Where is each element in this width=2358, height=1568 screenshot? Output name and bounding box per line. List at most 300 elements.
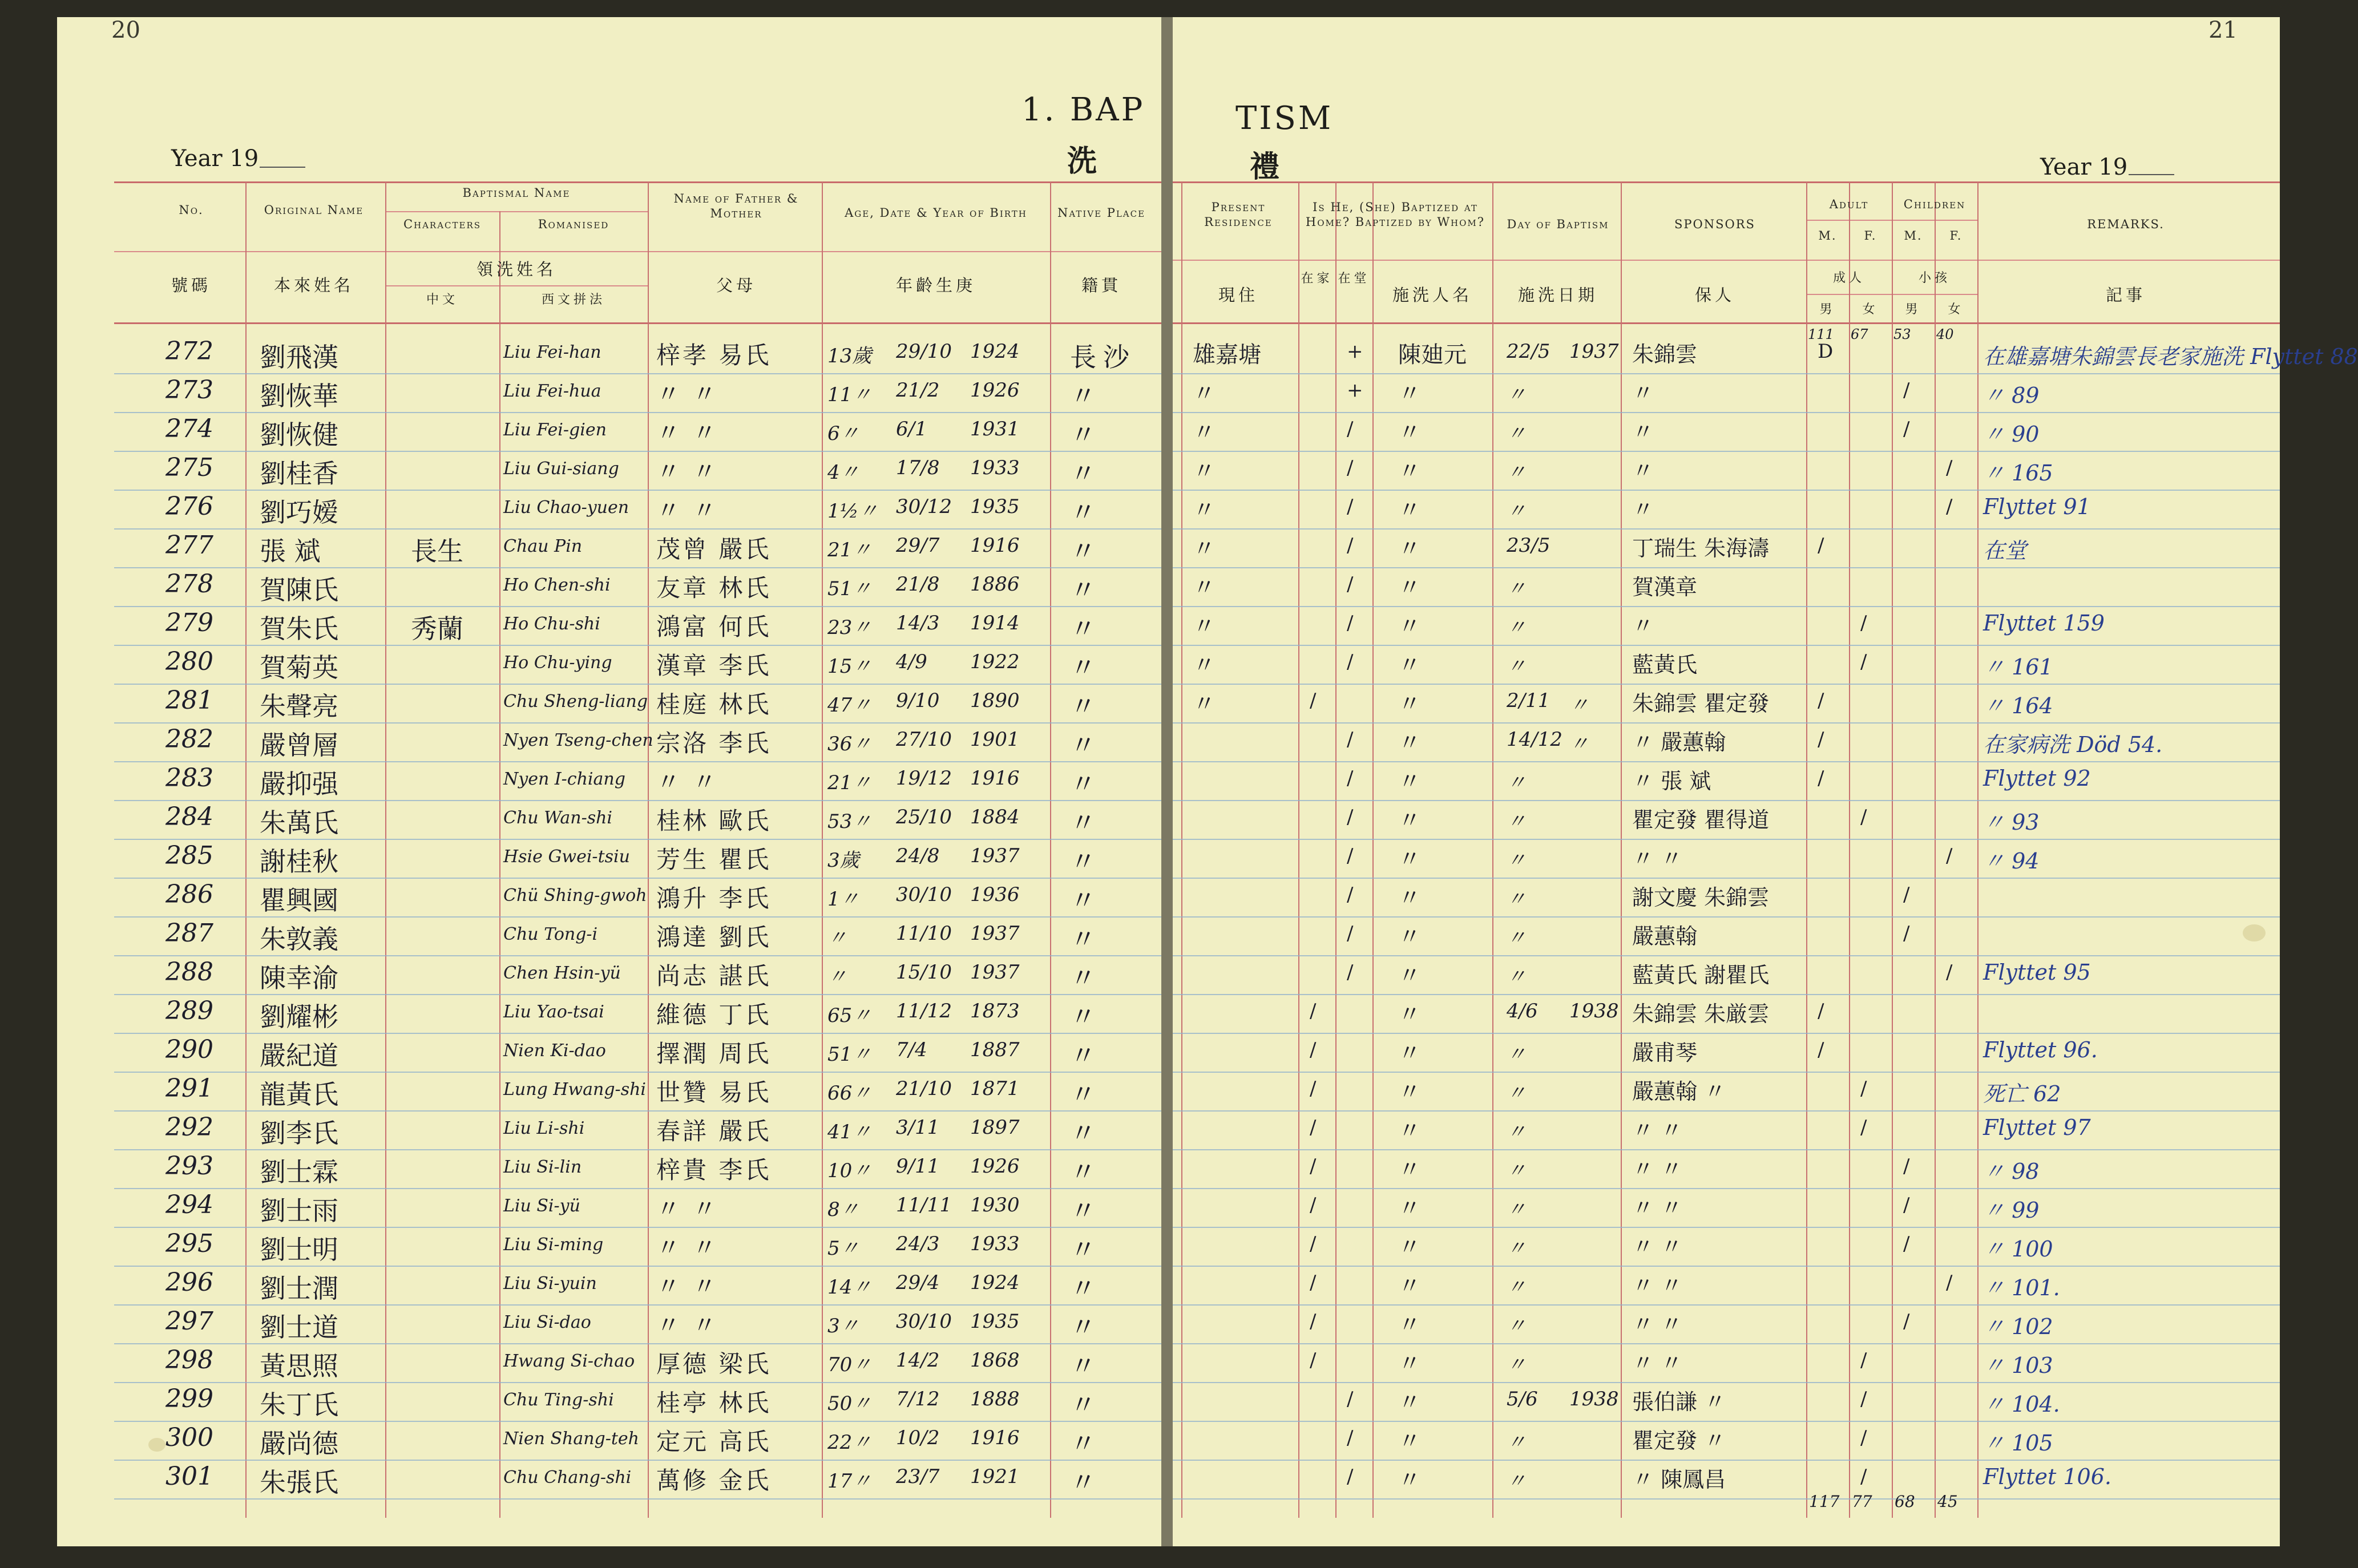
running-total-adult-male: 111 xyxy=(1808,326,1834,342)
native-place: 〃 xyxy=(1070,924,1103,955)
parents-names: 桂林 歐氏 xyxy=(656,807,772,835)
original-name: 陳幸渝 xyxy=(260,963,338,993)
row-rule xyxy=(1173,684,2280,685)
native-place: 〃 xyxy=(1070,1351,1103,1381)
child-male-mark: / xyxy=(1903,922,1910,945)
baptism-day: 〃 xyxy=(1507,849,1526,872)
parents-names: 芳生 瞿氏 xyxy=(656,846,772,874)
baptism-day: 14/12 xyxy=(1507,728,1562,751)
baptized-at-home: / xyxy=(1310,1116,1317,1139)
birth-year: 1868 xyxy=(970,1349,1020,1372)
native-place: 〃 xyxy=(1070,807,1103,838)
baptized-by: 〃 xyxy=(1398,1195,1421,1222)
sponsors: 張伯謙 〃 xyxy=(1632,1389,1726,1415)
header-divider xyxy=(385,211,648,212)
sponsors: 〃 張 斌 xyxy=(1632,769,1711,794)
baptized-at-home: / xyxy=(1310,1349,1317,1372)
baptism-year: 1937 xyxy=(1569,340,1619,363)
column-rule xyxy=(822,181,823,1518)
birth-date: 11/12 xyxy=(896,1000,952,1023)
page-number-left: 20 xyxy=(111,17,140,43)
birth-date: 19/12 xyxy=(896,767,952,790)
table-top-rule xyxy=(1173,181,2280,183)
baptized-by: 〃 xyxy=(1398,1118,1421,1144)
hdr-adult: Adult xyxy=(1829,197,1869,211)
hdr-child-f: F. xyxy=(1949,229,1963,243)
hdr-cn-adult-male: 男 xyxy=(1819,302,1836,317)
hdr-cn-res: 現住 xyxy=(1218,285,1258,305)
baptism-day: 〃 xyxy=(1507,1198,1526,1221)
birth-year: 1922 xyxy=(970,650,1020,673)
original-name: 劉桂香 xyxy=(260,458,338,489)
parents-names: 尚志 諶氏 xyxy=(656,962,772,990)
baptized-by: 〃 xyxy=(1398,769,1421,795)
running-total-child-female: 40 xyxy=(1936,326,1954,342)
birth-date: 21/2 xyxy=(896,379,940,402)
baptized-by: 〃 xyxy=(1398,652,1421,678)
original-name: 劉士雨 xyxy=(260,1195,338,1226)
baptismal-name-romanised: Liu Si-lin xyxy=(503,1157,582,1177)
baptismal-name-romanised: Chu Tong-i xyxy=(503,924,598,944)
baptismal-name-romanised: Liu Si-yü xyxy=(503,1196,580,1216)
original-name: 劉士潤 xyxy=(260,1273,338,1304)
year-label-left: Year 19 xyxy=(171,146,259,172)
sponsors: 嚴蕙翰 〃 xyxy=(1632,1079,1726,1104)
sponsors: 瞿定發 瞿得道 xyxy=(1632,807,1770,833)
baptismal-name-romanised: Chu Wan-shi xyxy=(503,808,613,828)
column-rule xyxy=(499,211,500,1518)
row-rule xyxy=(1173,373,2280,374)
page-number-right: 21 xyxy=(2208,17,2238,43)
title-part-left: BAP xyxy=(1070,91,1145,128)
baptized-by: 〃 xyxy=(1398,1428,1421,1454)
baptismal-name-romanised: Chen Hsin-yü xyxy=(503,963,621,983)
age: 70〃 xyxy=(827,1353,872,1376)
birth-year: 1930 xyxy=(970,1194,1020,1217)
entry-number: 276 xyxy=(165,492,213,521)
hdr-cn-home: 在家 xyxy=(1301,272,1333,286)
birth-date: 3/11 xyxy=(896,1116,940,1139)
parents-names: 鴻達 劉氏 xyxy=(656,923,772,951)
baptized-by: 〃 xyxy=(1398,1079,1421,1105)
baptismal-name-romanised: Chu Chang-shi xyxy=(503,1468,632,1488)
sponsors: 〃 xyxy=(1632,497,1654,522)
entry-number: 293 xyxy=(165,1151,213,1181)
child-female-mark: / xyxy=(1946,495,1953,518)
baptism-day: 〃 xyxy=(1507,888,1526,911)
birth-date: 23/7 xyxy=(896,1465,940,1488)
baptized-by: 〃 xyxy=(1398,1040,1421,1066)
original-name: 劉巧嫒 xyxy=(260,497,338,528)
parents-names: 〃 〃 xyxy=(656,380,719,408)
total-child-female: 45 xyxy=(1937,1492,1958,1511)
baptized-at-church: / xyxy=(1347,844,1354,867)
age: 3〃 xyxy=(827,1315,859,1337)
baptism-day: 〃 xyxy=(1507,1431,1526,1454)
sponsors: 藍黃氏 xyxy=(1632,652,1698,677)
baptism-day: 5/6 xyxy=(1507,1388,1538,1411)
remark: Flyttet 106. xyxy=(1983,1464,2111,1489)
age: 50〃 xyxy=(827,1392,872,1415)
parents-names: 〃 〃 xyxy=(656,768,719,796)
adult-male-mark: / xyxy=(1818,1000,1824,1023)
birth-year: 1888 xyxy=(970,1388,1020,1411)
original-name: 劉士明 xyxy=(260,1234,338,1265)
baptized-at-church: / xyxy=(1347,1426,1354,1449)
baptismal-name-romanised: Lung Hwang-shi xyxy=(503,1080,647,1100)
baptized-at-home: / xyxy=(1310,1038,1317,1061)
age: 1½〃 xyxy=(827,500,878,523)
birth-year: 1937 xyxy=(970,961,1020,984)
baptized-by: 〃 xyxy=(1398,807,1421,834)
hdr-child-m: M. xyxy=(1904,229,1923,243)
baptismal-name-romanised: Nyen Tseng-chen xyxy=(503,730,653,750)
hdr-adult-m: M. xyxy=(1818,229,1837,243)
baptized-at-home: / xyxy=(1310,1000,1317,1023)
birth-date: 7/12 xyxy=(896,1388,940,1411)
remark: 〃 165 xyxy=(1983,460,2053,486)
paper-stain xyxy=(2243,924,2266,941)
birth-year: 1926 xyxy=(970,1155,1020,1178)
hdr-cn-birth: 年齡生庚 xyxy=(895,276,976,295)
parents-names: 宗洛 李氏 xyxy=(656,729,772,757)
remark: Flyttet 97 xyxy=(1983,1115,2091,1140)
year-line-left xyxy=(260,167,305,168)
parents-names: 〃 〃 xyxy=(656,1272,719,1300)
row-rule xyxy=(1173,1188,2280,1189)
entry-number: 286 xyxy=(165,880,213,909)
parents-names: 梓孝 易氏 xyxy=(656,341,772,369)
column-rule xyxy=(1298,181,1299,1518)
age: 51〃 xyxy=(827,1043,872,1066)
remark: 〃 105 xyxy=(1983,1430,2053,1456)
column-rule xyxy=(1849,181,1850,1518)
remark: Flyttet 96. xyxy=(1983,1037,2098,1062)
parents-names: 梓貴 李氏 xyxy=(656,1156,772,1184)
row-rule xyxy=(1173,567,2280,568)
hdr-birth: Age, Date & Year of Birth xyxy=(845,206,1027,220)
baptismal-name-romanised: Liu Si-yuin xyxy=(503,1274,597,1294)
age: 65〃 xyxy=(827,1004,872,1027)
baptismal-name-romanised: Nyen I-chiang xyxy=(503,769,625,789)
baptismal-name-romanised: Liu Si-dao xyxy=(503,1312,591,1332)
row-rule xyxy=(1173,490,2280,491)
baptismal-name-romanised: Ho Chu-shi xyxy=(503,614,600,634)
baptized-at-church: / xyxy=(1347,418,1354,441)
original-name: 劉恢華 xyxy=(260,381,338,411)
baptized-by: 〃 xyxy=(1398,1467,1421,1493)
birth-date: 29/10 xyxy=(896,340,952,363)
baptized-at-home: / xyxy=(1310,1194,1317,1217)
remark: Flyttet 95 xyxy=(1983,960,2091,985)
present-residence: 〃 xyxy=(1193,652,1216,678)
baptism-year: 1938 xyxy=(1569,1388,1619,1411)
hdr-parents: Name of Father & Mother xyxy=(673,192,799,221)
sponsors: 〃 xyxy=(1632,458,1654,483)
birth-date: 29/7 xyxy=(896,534,940,557)
header-bottom-rule xyxy=(1173,322,2280,324)
remark: Flyttet 91 xyxy=(1983,494,2091,519)
running-total-adult-female: 67 xyxy=(1851,326,1868,342)
total-adult-male: 117 xyxy=(1809,1492,1840,1511)
baptismal-name-romanised: Hwang Si-chao xyxy=(503,1351,635,1371)
row-rule xyxy=(1173,955,2280,956)
hdr-cn-rom: 西文拼法 xyxy=(541,293,605,307)
baptism-year: 〃 xyxy=(1569,733,1589,755)
remark: 在家病洗 Död 54. xyxy=(1983,732,2163,757)
entry-number: 295 xyxy=(165,1229,213,1258)
baptism-day: 〃 xyxy=(1507,1159,1526,1182)
hdr-baptized-at: Is He, (She) Baptized at Home? Baptized by Whom? xyxy=(1305,200,1485,229)
sponsors: 嚴甫琴 xyxy=(1632,1040,1698,1065)
entry-number: 290 xyxy=(165,1035,213,1064)
native-place: 〃 xyxy=(1070,1234,1103,1265)
row-rule xyxy=(1173,916,2280,918)
row-rule xyxy=(1173,645,2280,646)
native-place: 〃 xyxy=(1070,575,1103,605)
entry-number: 288 xyxy=(165,957,213,987)
baptismal-name-romanised: Ho Chen-shi xyxy=(503,575,611,595)
row-rule xyxy=(1173,1382,2280,1383)
baptismal-name-characters: 長生 xyxy=(411,536,463,567)
present-residence: 〃 xyxy=(1193,419,1216,446)
baptized-at-church: / xyxy=(1347,650,1354,673)
row-rule xyxy=(1173,994,2280,995)
entry-number: 275 xyxy=(165,453,213,482)
hdr-cn-no: 號碼 xyxy=(171,276,211,295)
age: 14〃 xyxy=(827,1276,872,1299)
running-total-child-male: 53 xyxy=(1893,326,1911,342)
entry-number: 285 xyxy=(165,841,213,870)
birth-year: 1921 xyxy=(970,1465,1020,1488)
hdr-sponsors: SPONSORS xyxy=(1674,217,1755,231)
sponsors: 〃 〃 xyxy=(1632,1195,1683,1221)
entry-number: 294 xyxy=(165,1190,213,1219)
year-line-right xyxy=(2129,174,2174,175)
baptized-at-church: + xyxy=(1347,379,1363,402)
baptism-day: 〃 xyxy=(1507,461,1526,484)
age: 22〃 xyxy=(827,1431,872,1454)
original-name: 朱萬氏 xyxy=(260,807,338,838)
remark: 〃 98 xyxy=(1983,1159,2040,1184)
baptized-at-church: / xyxy=(1347,534,1354,557)
birth-date: 27/10 xyxy=(896,728,952,751)
baptized-at-home: / xyxy=(1310,1077,1317,1100)
native-place: 〃 xyxy=(1070,1389,1103,1420)
remark: 〃 102 xyxy=(1983,1314,2053,1339)
hdr-baptismal-name: Baptismal Name xyxy=(462,186,571,200)
birth-year: 1914 xyxy=(970,612,1020,635)
baptized-by: 〃 xyxy=(1398,1157,1421,1183)
original-name: 瞿興國 xyxy=(260,885,338,916)
parents-names: 桂庭 林氏 xyxy=(656,690,772,718)
baptism-day: 〃 xyxy=(1507,965,1526,988)
adult-female-mark: / xyxy=(1860,612,1867,635)
baptized-by: 〃 xyxy=(1398,846,1421,872)
baptized-at-church: / xyxy=(1347,806,1354,829)
year-label-right: Year 19 xyxy=(2040,154,2128,180)
row-rule xyxy=(1173,1266,2280,1267)
baptism-day: 〃 xyxy=(1507,810,1526,833)
entry-number: 281 xyxy=(165,686,213,715)
baptismal-name-romanised: Nien Shang-teh xyxy=(503,1429,640,1449)
column-rule xyxy=(648,181,649,1518)
birth-year: 1936 xyxy=(970,883,1020,906)
native-place: 〃 xyxy=(1070,1157,1103,1187)
adult-male-mark: / xyxy=(1818,767,1824,790)
sponsors: 朱錦雲 朱厳雲 xyxy=(1632,1001,1770,1027)
adult-male-mark: / xyxy=(1818,1038,1824,1061)
age: 〃 xyxy=(827,965,847,988)
birth-year: 1933 xyxy=(970,1232,1020,1255)
adult-male-mark: / xyxy=(1818,689,1824,712)
baptized-by: 〃 xyxy=(1398,497,1421,523)
native-place: 〃 xyxy=(1070,419,1103,450)
remark: 〃 104. xyxy=(1983,1392,2060,1417)
hdr-cn-bapt: 領洗姓名 xyxy=(476,260,556,279)
hdr-cn-native: 籍貫 xyxy=(1081,276,1121,295)
child-male-mark: / xyxy=(1903,1232,1910,1255)
sponsors: 丁瑞生 朱海濤 xyxy=(1632,536,1770,561)
original-name: 黃思照 xyxy=(260,1351,338,1381)
birth-date: 7/4 xyxy=(896,1038,927,1061)
table-top-rule xyxy=(114,181,1161,183)
baptized-by: 〃 xyxy=(1398,536,1421,562)
row-rule xyxy=(1173,1227,2280,1228)
remark: Flyttet 92 xyxy=(1983,766,2091,791)
row-rule xyxy=(1173,1498,2280,1500)
hdr-cn-char: 中文 xyxy=(426,293,458,307)
parents-names: 鴻升 李氏 xyxy=(656,884,772,912)
birth-year: 1887 xyxy=(970,1038,1020,1061)
adult-female-mark: / xyxy=(1860,1426,1867,1449)
baptism-day: 〃 xyxy=(1507,1082,1526,1105)
sponsors: 藍黃氏 謝瞿氏 xyxy=(1632,963,1770,988)
sponsors: 〃 〃 xyxy=(1632,1118,1683,1143)
original-name: 賀陳氏 xyxy=(260,575,338,605)
age: 41〃 xyxy=(827,1121,872,1143)
native-place: 〃 xyxy=(1070,652,1103,683)
baptized-at-church: / xyxy=(1347,883,1354,906)
row-rule xyxy=(1173,528,2280,530)
baptized-at-home: / xyxy=(1310,1155,1317,1178)
column-rule xyxy=(1181,181,1182,1518)
birth-date: 21/10 xyxy=(896,1077,952,1100)
row-rule xyxy=(1173,839,2280,840)
baptized-by: 〃 xyxy=(1398,575,1421,601)
row-rule xyxy=(1173,1110,2280,1112)
birth-date: 25/10 xyxy=(896,806,952,829)
remark: 〃 164 xyxy=(1983,693,2053,718)
birth-date: 29/4 xyxy=(896,1271,940,1294)
native-place: 〃 xyxy=(1070,1001,1103,1032)
child-female-mark: / xyxy=(1946,844,1953,867)
baptized-at-church: / xyxy=(1347,1388,1354,1411)
baptized-at-church: / xyxy=(1347,961,1354,984)
hdr-cn-child-female: 女 xyxy=(1948,302,1964,317)
baptized-by: 陳廸元 xyxy=(1398,342,1467,368)
hdr-cn-date: 施洗日期 xyxy=(1517,285,1598,305)
birth-year: 1884 xyxy=(970,806,1020,829)
baptism-day: 23/5 xyxy=(1507,534,1551,557)
baptized-at-church: + xyxy=(1347,340,1363,363)
baptismal-name-romanised: Chu Sheng-liang xyxy=(503,692,648,712)
book-gutter xyxy=(1161,17,1173,1546)
baptismal-name-romanised: Liu Fei-gien xyxy=(503,420,607,440)
baptized-by: 〃 xyxy=(1398,1351,1421,1377)
birth-date: 21/8 xyxy=(896,573,940,596)
age: 21〃 xyxy=(827,539,872,561)
age: 21〃 xyxy=(827,771,872,794)
remark: 〃 93 xyxy=(1983,810,2040,835)
sponsors: 謝文慶 朱錦雲 xyxy=(1632,885,1770,910)
sponsors: 朱錦雲 瞿定發 xyxy=(1632,691,1770,716)
entry-number: 296 xyxy=(165,1268,213,1297)
entry-number: 282 xyxy=(165,725,213,754)
hdr-cn-sponsor: 保人 xyxy=(1694,285,1735,305)
age: 47〃 xyxy=(827,694,872,717)
sponsors: 〃 〃 xyxy=(1632,846,1683,871)
column-rule xyxy=(245,181,247,1518)
baptized-by: 〃 xyxy=(1398,381,1421,407)
baptism-day: 〃 xyxy=(1507,616,1526,639)
row-rule xyxy=(1173,1421,2280,1422)
entry-number: 291 xyxy=(165,1074,213,1103)
row-rule xyxy=(1173,800,2280,801)
baptized-by: 〃 xyxy=(1398,730,1421,756)
child-male-mark: / xyxy=(1903,379,1910,402)
row-rule xyxy=(1173,878,2280,879)
remark: 〃 99 xyxy=(1983,1198,2040,1223)
birth-year: 1924 xyxy=(970,1271,1020,1294)
native-place: 〃 xyxy=(1070,1195,1103,1226)
original-name: 張 斌 xyxy=(260,536,321,567)
entry-number: 272 xyxy=(165,337,213,366)
hdr-cn-child-male: 男 xyxy=(1905,302,1921,317)
original-name: 賀朱氏 xyxy=(260,613,338,644)
hdr-children: Children xyxy=(1903,197,1966,211)
sponsors: 〃 〃 xyxy=(1632,1234,1683,1259)
parents-names: 〃 〃 xyxy=(656,458,719,486)
present-residence: 〃 xyxy=(1193,536,1216,562)
row-rule xyxy=(1173,412,2280,413)
sponsors: 〃 xyxy=(1632,381,1654,406)
parents-names: 厚德 梁氏 xyxy=(656,1350,772,1378)
sponsors: 賀漢章 xyxy=(1632,575,1698,600)
original-name: 劉士道 xyxy=(260,1312,338,1343)
original-name: 朱丁氏 xyxy=(260,1389,338,1420)
column-rule xyxy=(385,181,386,1518)
hdr-adult-f: F. xyxy=(1864,229,1877,243)
birth-date: 14/2 xyxy=(896,1349,940,1372)
native-place: 〃 xyxy=(1070,1273,1103,1304)
row-rule xyxy=(1173,1072,2280,1073)
birth-year: 1871 xyxy=(970,1077,1020,1100)
baptismal-name-romanised: Liu Chao-yuen xyxy=(503,498,629,518)
birth-date: 30/12 xyxy=(896,495,952,518)
age: 53〃 xyxy=(827,810,872,833)
child-female-mark: / xyxy=(1946,456,1953,479)
birth-year: 1916 xyxy=(970,534,1020,557)
original-name: 劉耀彬 xyxy=(260,1001,338,1032)
parents-names: 〃 〃 xyxy=(656,496,719,524)
birth-year: 1873 xyxy=(970,1000,1020,1023)
hdr-cn-church: 在堂 xyxy=(1338,272,1370,286)
baptized-at-home: / xyxy=(1310,689,1317,712)
sponsors: 嚴蕙翰 xyxy=(1632,924,1698,949)
total-adult-female: 77 xyxy=(1852,1492,1872,1511)
age: 〃 xyxy=(827,927,847,949)
